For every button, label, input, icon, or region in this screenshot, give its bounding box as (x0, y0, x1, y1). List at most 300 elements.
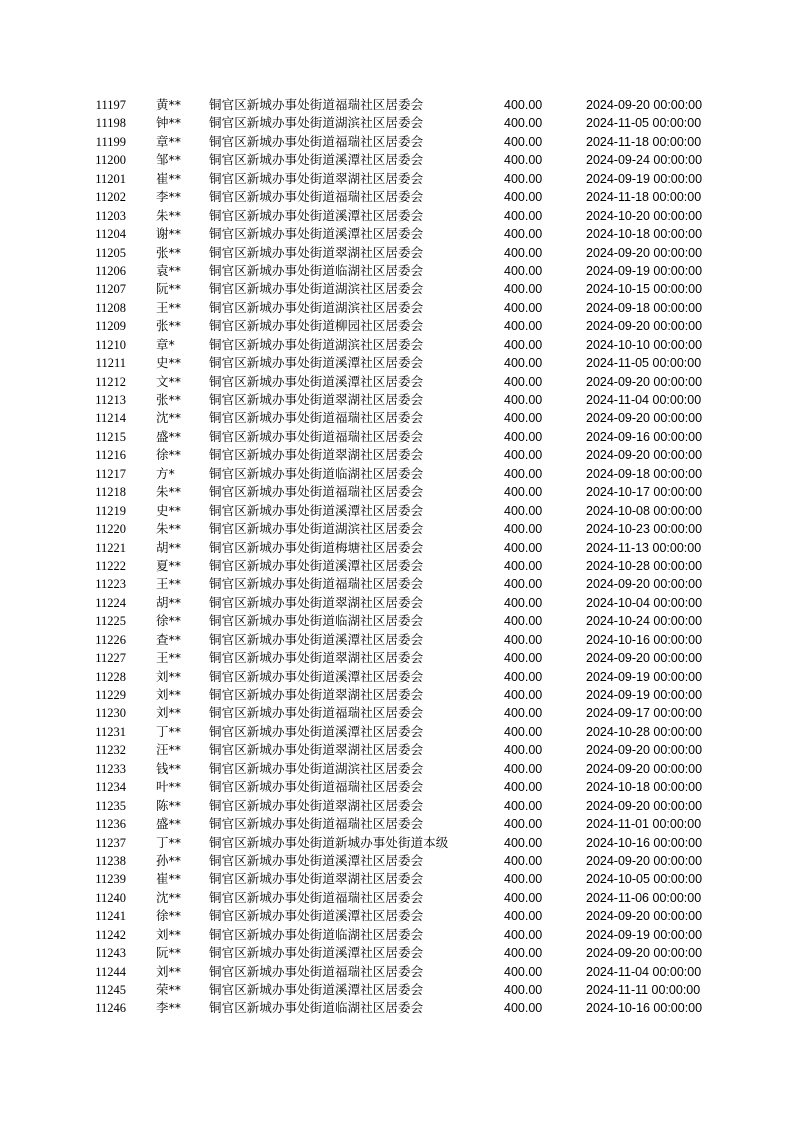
amount: 400.00 (504, 171, 543, 186)
amount: 400.00 (504, 503, 543, 518)
payment-date: 2024-10-05 00:00:00 (586, 872, 703, 887)
organization: 铜官区新城办事处街道溪潭社区居委会 (209, 631, 424, 647)
table-row (0, 999, 793, 1017)
organization: 铜官区新城办事处街道福瑞社区居委会 (209, 779, 424, 795)
organization: 铜官区新城办事处街道溪潭社区居委会 (209, 557, 424, 573)
amount: 400.00 (504, 263, 543, 278)
table-row (0, 151, 793, 169)
table-row (0, 409, 793, 427)
payment-date: 2024-09-20 00:00:00 (586, 743, 703, 758)
recipient-name: 章* (156, 336, 175, 352)
organization: 铜官区新城办事处街道翠湖社区居委会 (209, 447, 424, 463)
payment-date: 2024-10-16 00:00:00 (586, 632, 703, 647)
table-row (0, 963, 793, 981)
payment-date: 2024-10-16 00:00:00 (586, 1001, 703, 1016)
table-row (0, 575, 793, 593)
record-id: 11243 (95, 946, 126, 961)
amount: 400.00 (504, 651, 543, 666)
table-row (0, 170, 793, 188)
amount: 400.00 (504, 522, 543, 537)
recipient-name: 查** (156, 631, 182, 647)
amount: 400.00 (504, 761, 543, 776)
recipient-name: 章** (156, 133, 182, 149)
organization: 铜官区新城办事处街道福瑞社区居委会 (209, 484, 424, 500)
recipient-name: 刘** (156, 926, 182, 942)
recipient-name: 胡** (156, 594, 182, 610)
payment-date: 2024-11-06 00:00:00 (586, 890, 702, 905)
table-row (0, 244, 793, 262)
recipient-name: 丁** (156, 723, 182, 739)
table-row (0, 815, 793, 833)
record-id: 11202 (95, 190, 126, 205)
recipient-name: 邹** (156, 152, 182, 168)
payment-date: 2024-10-28 00:00:00 (586, 558, 703, 573)
recipient-name: 崔** (156, 170, 182, 186)
record-id: 11235 (95, 798, 126, 813)
record-id: 11210 (95, 337, 126, 352)
amount: 400.00 (504, 798, 543, 813)
organization: 铜官区新城办事处街道溪潭社区居委会 (209, 723, 424, 739)
amount: 400.00 (504, 614, 543, 629)
organization: 铜官区新城办事处街道新城办事处街道本级 (209, 834, 449, 850)
table-row (0, 520, 793, 538)
payment-date: 2024-11-01 00:00:00 (586, 817, 702, 832)
amount: 400.00 (504, 227, 543, 242)
table-row (0, 280, 793, 298)
table-row (0, 612, 793, 630)
recipient-name: 刘** (156, 963, 182, 979)
record-id: 11226 (95, 632, 126, 647)
organization: 铜官区新城办事处街道翠湖社区居委会 (209, 170, 424, 186)
organization: 铜官区新城办事处街道湖滨社区居委会 (209, 281, 424, 297)
record-id: 11221 (95, 540, 126, 555)
record-id: 11214 (95, 411, 126, 426)
table-row (0, 797, 793, 815)
recipient-name: 朱** (156, 207, 182, 223)
table-row (0, 668, 793, 686)
table-row (0, 354, 793, 372)
record-id: 11225 (95, 614, 126, 629)
recipient-name: 徐** (156, 447, 182, 463)
amount: 400.00 (504, 872, 543, 887)
payment-date: 2024-09-20 00:00:00 (586, 651, 703, 666)
amount: 400.00 (504, 153, 543, 168)
recipient-name: 王** (156, 650, 182, 666)
table-row (0, 207, 793, 225)
record-id: 11224 (95, 595, 126, 610)
table-row (0, 907, 793, 925)
amount: 400.00 (504, 356, 543, 371)
record-id: 11215 (95, 429, 126, 444)
organization: 铜官区新城办事处街道临湖社区居委会 (209, 613, 424, 629)
amount: 400.00 (504, 429, 543, 444)
record-id: 11216 (95, 448, 126, 463)
record-id: 11213 (95, 393, 126, 407)
payment-date: 2024-09-17 00:00:00 (586, 706, 703, 721)
payment-date: 2024-10-18 00:00:00 (586, 227, 703, 242)
payment-date: 2024-09-20 00:00:00 (586, 761, 703, 776)
payment-date: 2024-11-11 00:00:00 (586, 983, 701, 997)
organization: 铜官区新城办事处街道溪潭社区居委会 (209, 355, 424, 371)
record-id: 11218 (95, 485, 126, 500)
record-id: 11207 (95, 282, 126, 297)
recipient-name: 钟** (156, 115, 182, 131)
organization: 铜官区新城办事处街道溪潭社区居委会 (209, 945, 424, 961)
payment-date: 2024-11-04 00:00:00 (586, 393, 702, 407)
payment-date: 2024-10-15 00:00:00 (586, 282, 703, 297)
payment-date: 2024-10-18 00:00:00 (586, 780, 703, 795)
amount: 400.00 (504, 632, 543, 647)
payment-date: 2024-09-19 00:00:00 (586, 669, 703, 684)
recipient-name: 方* (156, 465, 175, 481)
amount: 400.00 (504, 558, 543, 573)
recipient-name: 孙** (156, 852, 182, 868)
amount: 400.00 (504, 853, 543, 868)
payment-date: 2024-09-20 00:00:00 (586, 798, 703, 813)
table-row (0, 926, 793, 944)
organization: 铜官区新城办事处街道翠湖社区居委会 (209, 244, 424, 260)
record-id: 11200 (95, 153, 126, 168)
amount: 400.00 (504, 190, 543, 205)
organization: 铜官区新城办事处街道福瑞社区居委会 (209, 410, 424, 426)
record-id: 11219 (95, 503, 126, 518)
payment-date: 2024-09-18 00:00:00 (586, 300, 703, 315)
record-id: 11204 (95, 227, 126, 242)
organization: 铜官区新城办事处街道临湖社区居委会 (209, 465, 424, 481)
record-id: 11228 (95, 669, 126, 684)
recipient-name: 阮** (156, 945, 182, 961)
amount: 400.00 (504, 743, 543, 758)
recipient-name: 史** (156, 502, 182, 518)
amount: 400.00 (504, 669, 543, 684)
amount: 400.00 (504, 208, 543, 223)
payment-date: 2024-10-16 00:00:00 (586, 835, 703, 850)
record-id: 11242 (95, 927, 126, 942)
organization: 铜官区新城办事处街道翠湖社区居委会 (209, 797, 424, 813)
recipient-name: 荣** (156, 982, 182, 997)
recipient-name: 刘** (156, 687, 182, 702)
record-id: 11197 (95, 98, 126, 112)
record-id: 11237 (95, 835, 126, 850)
organization: 铜官区新城办事处街道临湖社区居委会 (209, 262, 424, 278)
recipient-name: 盛** (156, 428, 182, 444)
organization: 铜官区新城办事处街道溪潭社区居委会 (209, 982, 424, 997)
recipient-name: 叶** (156, 779, 182, 795)
organization: 铜官区新城办事处街道梅塘社区居委会 (209, 539, 424, 555)
table-row (0, 391, 793, 409)
table-row (0, 944, 793, 962)
recipient-name: 钱** (156, 760, 182, 776)
payment-date: 2024-09-20 00:00:00 (586, 448, 703, 463)
payment-date: 2024-10-08 00:00:00 (586, 503, 703, 518)
organization: 铜官区新城办事处街道湖滨社区居委会 (209, 299, 424, 315)
record-id: 11245 (95, 983, 126, 997)
amount: 400.00 (504, 98, 543, 112)
recipient-name: 沈** (156, 410, 182, 426)
table-row (0, 133, 793, 151)
payment-date: 2024-09-18 00:00:00 (586, 466, 703, 481)
amount: 400.00 (504, 835, 543, 850)
table-row (0, 778, 793, 796)
organization: 铜官区新城办事处街道翠湖社区居委会 (209, 594, 424, 610)
payment-date: 2024-11-18 00:00:00 (586, 134, 702, 149)
organization: 铜官区新城办事处街道翠湖社区居委会 (209, 742, 424, 758)
amount: 400.00 (504, 485, 543, 500)
record-id: 11238 (95, 853, 126, 868)
payment-date: 2024-10-17 00:00:00 (586, 485, 703, 500)
recipient-name: 陈** (156, 797, 182, 813)
amount: 400.00 (504, 1001, 543, 1016)
organization: 铜官区新城办事处街道福瑞社区居委会 (209, 189, 424, 205)
table-row (0, 539, 793, 557)
recipient-name: 沈** (156, 889, 182, 905)
table-row (0, 96, 793, 114)
amount: 400.00 (504, 116, 543, 131)
table-row (0, 557, 793, 575)
payment-date: 2024-09-20 00:00:00 (586, 909, 703, 924)
organization: 铜官区新城办事处街道翠湖社区居委会 (209, 650, 424, 666)
recipient-name: 李** (156, 1000, 182, 1016)
amount: 400.00 (504, 282, 543, 297)
payment-date: 2024-11-18 00:00:00 (586, 190, 702, 205)
payment-date: 2024-09-20 00:00:00 (586, 853, 703, 868)
payment-date: 2024-09-19 00:00:00 (586, 171, 703, 186)
recipient-name: 王** (156, 576, 182, 592)
payment-date: 2024-09-24 00:00:00 (586, 153, 703, 168)
amount: 400.00 (504, 983, 543, 997)
organization: 铜官区新城办事处街道溪潭社区居委会 (209, 502, 424, 518)
table-row (0, 870, 793, 888)
payment-date: 2024-10-20 00:00:00 (586, 208, 703, 223)
record-id: 11232 (95, 743, 126, 758)
organization: 铜官区新城办事处街道柳园社区居委会 (209, 318, 424, 334)
payment-date: 2024-11-05 00:00:00 (586, 356, 702, 371)
payment-date: 2024-10-10 00:00:00 (586, 337, 703, 352)
table-row (0, 428, 793, 446)
table-row (0, 225, 793, 243)
record-id: 11231 (95, 724, 126, 739)
table-row (0, 741, 793, 759)
recipient-name: 汪** (156, 742, 182, 758)
amount: 400.00 (504, 245, 543, 260)
organization: 铜官区新城办事处街道湖滨社区居委会 (209, 521, 424, 537)
record-id: 11233 (95, 761, 126, 776)
organization: 铜官区新城办事处街道福瑞社区居委会 (209, 705, 424, 721)
organization: 铜官区新城办事处街道湖滨社区居委会 (209, 760, 424, 776)
amount: 400.00 (504, 466, 543, 481)
recipient-name: 崔** (156, 871, 182, 887)
payment-date: 2024-11-13 00:00:00 (586, 540, 702, 555)
amount: 400.00 (504, 374, 543, 389)
payment-date: 2024-09-20 00:00:00 (586, 577, 703, 592)
amount: 400.00 (504, 706, 543, 721)
amount: 400.00 (504, 577, 543, 592)
table-row (0, 594, 793, 612)
record-id: 11220 (95, 522, 126, 537)
payment-date: 2024-09-19 00:00:00 (586, 688, 703, 702)
record-id: 11212 (95, 374, 126, 389)
recipient-name: 阮** (156, 281, 182, 297)
amount: 400.00 (504, 817, 543, 832)
payment-date: 2024-09-19 00:00:00 (586, 927, 703, 942)
payment-date: 2024-10-24 00:00:00 (586, 614, 703, 629)
record-id: 11206 (95, 263, 126, 278)
record-id: 11211 (95, 356, 126, 371)
record-id: 11203 (95, 208, 126, 223)
table-row (0, 686, 793, 704)
organization: 铜官区新城办事处街道临湖社区居委会 (209, 926, 424, 942)
recipient-name: 文** (156, 373, 182, 389)
record-id: 11239 (95, 872, 126, 887)
record-id: 11230 (95, 706, 126, 721)
recipient-name: 谢** (156, 226, 182, 242)
amount: 400.00 (504, 946, 543, 961)
recipient-name: 丁** (156, 834, 182, 850)
table-row (0, 631, 793, 649)
record-id: 11246 (95, 1001, 126, 1016)
recipient-name: 胡** (156, 539, 182, 555)
table-row (0, 981, 793, 999)
table-row (0, 483, 793, 501)
table-row (0, 114, 793, 132)
amount: 400.00 (504, 393, 543, 407)
amount: 400.00 (504, 780, 543, 795)
record-id: 11223 (95, 577, 126, 592)
table-row (0, 649, 793, 667)
record-id: 11209 (95, 319, 126, 334)
payment-date: 2024-09-20 00:00:00 (586, 98, 703, 112)
organization: 铜官区新城办事处街道溪潭社区居委会 (209, 152, 424, 168)
table-row (0, 704, 793, 722)
amount: 400.00 (504, 540, 543, 555)
amount: 400.00 (504, 964, 543, 979)
organization: 铜官区新城办事处街道翠湖社区居委会 (209, 871, 424, 887)
table-row (0, 188, 793, 206)
recipient-name: 袁** (156, 262, 182, 278)
recipient-name: 刘** (156, 668, 182, 684)
recipient-name: 徐** (156, 908, 182, 924)
organization: 铜官区新城办事处街道福瑞社区居委会 (209, 576, 424, 592)
amount: 400.00 (504, 927, 543, 942)
organization: 铜官区新城办事处街道溪潭社区居委会 (209, 908, 424, 924)
recipient-name: 朱** (156, 484, 182, 500)
record-id: 11198 (95, 116, 126, 131)
record-id: 11217 (95, 466, 126, 481)
table-row (0, 465, 793, 483)
recipient-name: 盛** (156, 816, 182, 832)
record-id: 11227 (95, 651, 126, 666)
organization: 铜官区新城办事处街道翠湖社区居委会 (209, 392, 424, 407)
table-row (0, 760, 793, 778)
record-id: 11236 (95, 817, 126, 832)
payment-date: 2024-09-20 00:00:00 (586, 946, 703, 961)
table-row (0, 834, 793, 852)
organization: 铜官区新城办事处街道湖滨社区居委会 (209, 115, 424, 131)
amount: 400.00 (504, 300, 543, 315)
table-row (0, 889, 793, 907)
table-row (0, 336, 793, 354)
organization: 铜官区新城办事处街道福瑞社区居委会 (209, 97, 424, 112)
records-table (0, 96, 793, 1018)
organization: 铜官区新城办事处街道溪潭社区居委会 (209, 668, 424, 684)
organization: 铜官区新城办事处街道福瑞社区居委会 (209, 963, 424, 979)
payment-date: 2024-09-20 00:00:00 (586, 245, 703, 260)
organization: 铜官区新城办事处街道福瑞社区居委会 (209, 889, 424, 905)
organization: 铜官区新城办事处街道溪潭社区居委会 (209, 226, 424, 242)
recipient-name: 张** (156, 392, 182, 407)
recipient-name: 史** (156, 355, 182, 371)
table-row (0, 373, 793, 391)
recipient-name: 张** (156, 244, 182, 260)
organization: 铜官区新城办事处街道临湖社区居委会 (209, 1000, 424, 1016)
organization: 铜官区新城办事处街道溪潭社区居委会 (209, 207, 424, 223)
recipient-name: 李** (156, 189, 182, 205)
amount: 400.00 (504, 448, 543, 463)
amount: 400.00 (504, 319, 543, 334)
table-row (0, 317, 793, 335)
recipient-name: 徐** (156, 613, 182, 629)
record-id: 11205 (95, 245, 126, 260)
record-id: 11234 (95, 780, 126, 795)
amount: 400.00 (504, 724, 543, 739)
record-id: 11222 (95, 558, 126, 573)
amount: 400.00 (504, 909, 543, 924)
record-id: 11201 (95, 171, 126, 186)
payment-date: 2024-11-05 00:00:00 (586, 116, 702, 131)
recipient-name: 黄** (156, 97, 182, 112)
payment-date: 2024-11-04 00:00:00 (586, 964, 702, 979)
organization: 铜官区新城办事处街道福瑞社区居委会 (209, 816, 424, 832)
table-row (0, 723, 793, 741)
organization: 铜官区新城办事处街道溪潭社区居委会 (209, 373, 424, 389)
record-id: 11229 (95, 688, 126, 702)
amount: 400.00 (504, 688, 543, 702)
amount: 400.00 (504, 134, 543, 149)
organization: 铜官区新城办事处街道湖滨社区居委会 (209, 336, 424, 352)
table-row (0, 852, 793, 870)
recipient-name: 刘** (156, 705, 182, 721)
amount: 400.00 (504, 890, 543, 905)
amount: 400.00 (504, 411, 543, 426)
amount: 400.00 (504, 595, 543, 610)
record-id: 11241 (95, 909, 126, 924)
table-row (0, 299, 793, 317)
payment-date: 2024-09-20 00:00:00 (586, 319, 703, 334)
record-id: 11244 (95, 964, 126, 979)
payment-date: 2024-10-28 00:00:00 (586, 724, 703, 739)
recipient-name: 夏** (156, 557, 182, 573)
recipient-name: 张** (156, 318, 182, 334)
organization: 铜官区新城办事处街道溪潭社区居委会 (209, 852, 424, 868)
recipient-name: 朱** (156, 521, 182, 537)
record-id: 11208 (95, 300, 126, 315)
payment-date: 2024-09-20 00:00:00 (586, 374, 703, 389)
amount: 400.00 (504, 337, 543, 352)
record-id: 11240 (95, 890, 126, 905)
organization: 铜官区新城办事处街道福瑞社区居委会 (209, 428, 424, 444)
table-row (0, 502, 793, 520)
payment-date: 2024-10-04 00:00:00 (586, 595, 703, 610)
payment-date: 2024-09-20 00:00:00 (586, 411, 703, 426)
payment-date: 2024-10-23 00:00:00 (586, 522, 703, 537)
table-row (0, 446, 793, 464)
record-id: 11199 (95, 134, 126, 149)
organization: 铜官区新城办事处街道福瑞社区居委会 (209, 133, 424, 149)
payment-date: 2024-09-19 00:00:00 (586, 263, 703, 278)
recipient-name: 王** (156, 299, 182, 315)
table-row (0, 262, 793, 280)
organization: 铜官区新城办事处街道翠湖社区居委会 (209, 687, 424, 702)
